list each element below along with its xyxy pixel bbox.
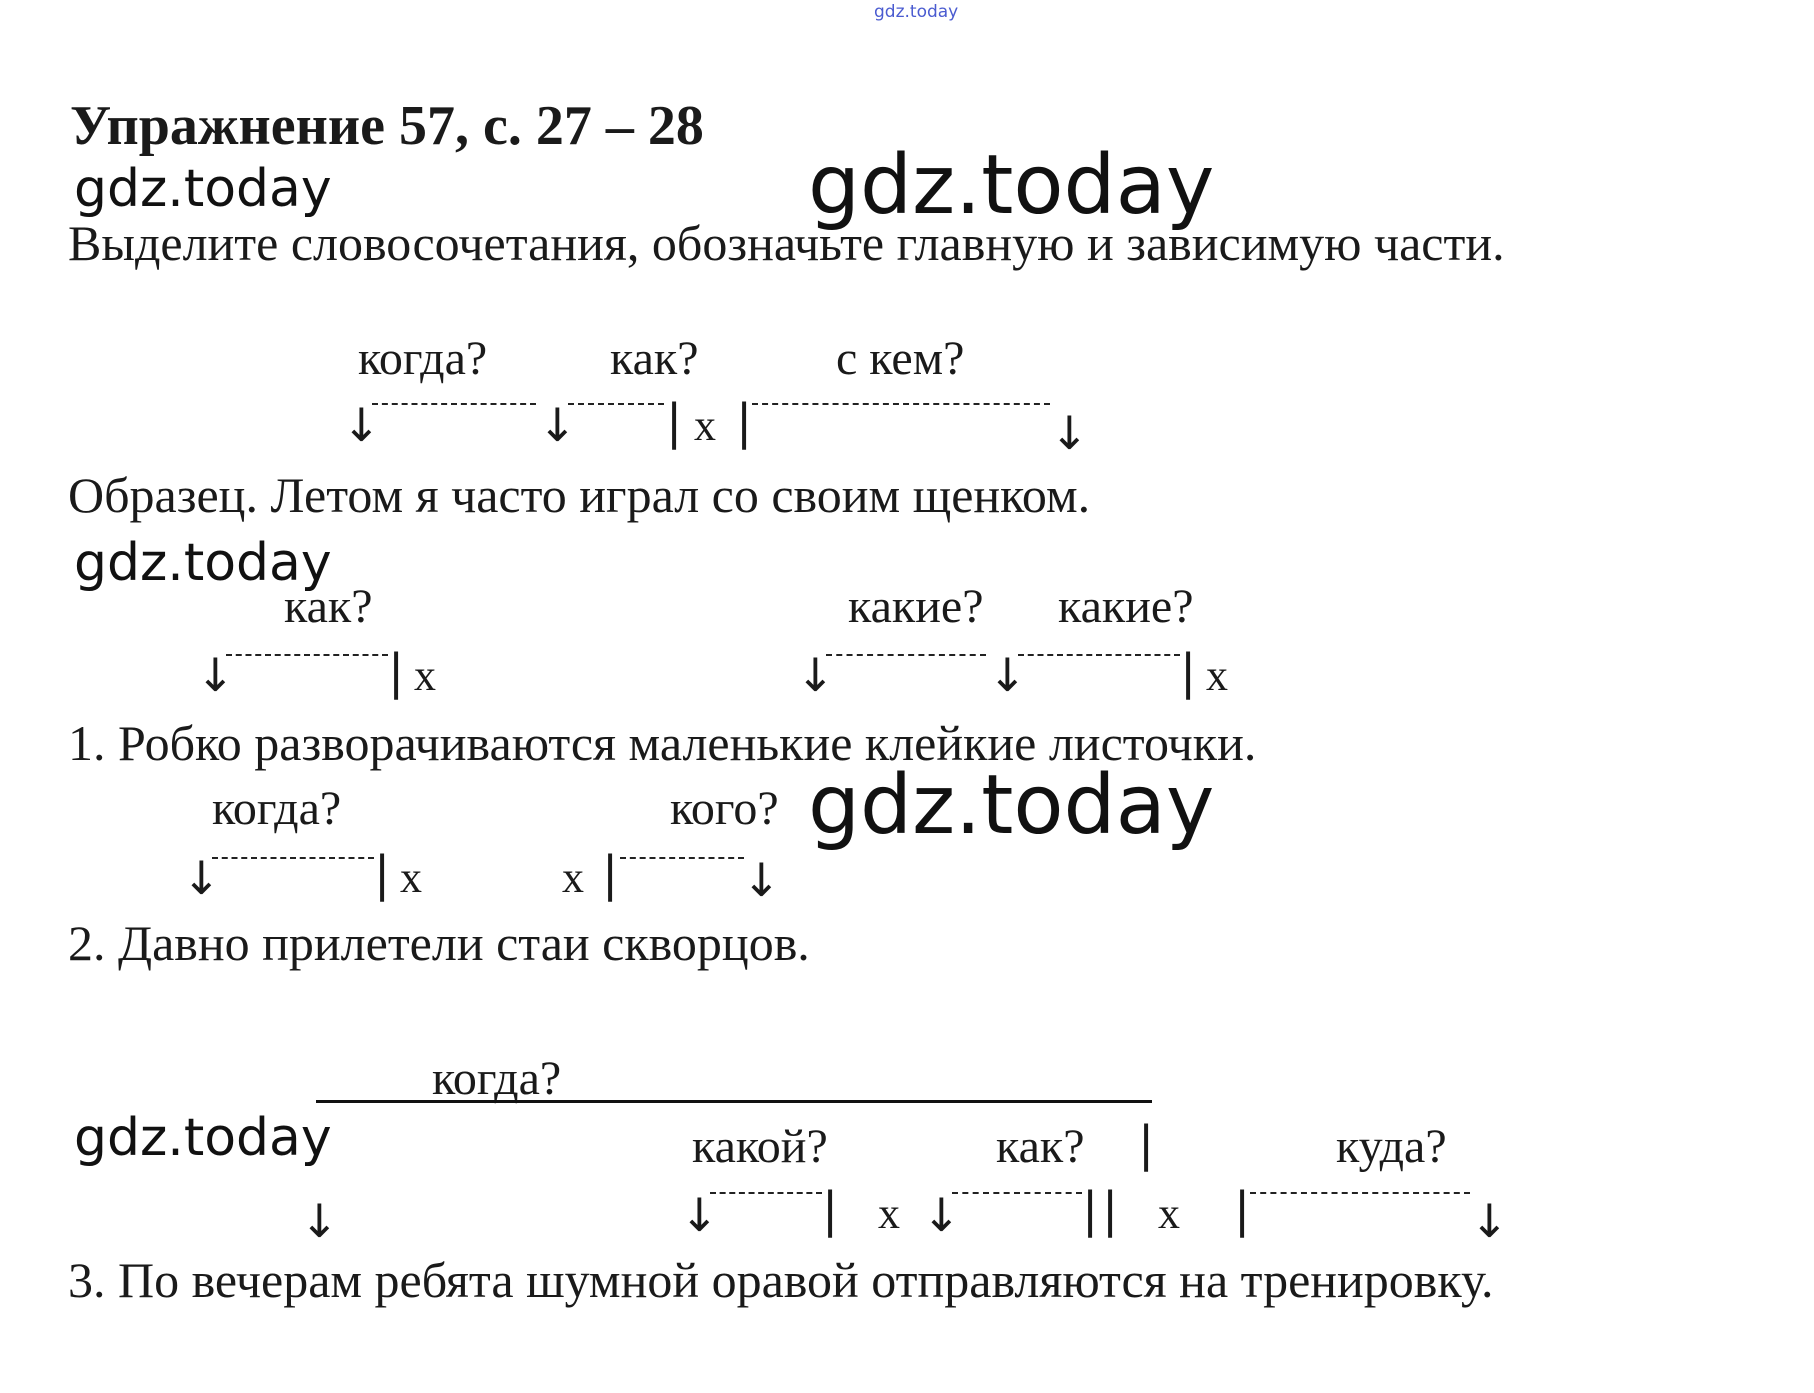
dashed-link	[620, 857, 744, 859]
bar-mark: |	[1102, 1182, 1119, 1238]
question-label: как?	[610, 332, 699, 385]
bar-mark: |	[736, 394, 753, 450]
arrow-icon: ↓	[988, 648, 1027, 702]
dashed-link	[226, 654, 388, 656]
x-mark: x	[400, 853, 422, 902]
question-label: как?	[996, 1120, 1085, 1173]
dashed-link	[372, 403, 536, 405]
sample-sentence: Образец. Летом я часто играл со своим щенком.	[68, 467, 1091, 523]
item-2-sentence: 2. Давно прилетели стаи скворцов.	[68, 915, 810, 971]
watermark-1: gdz.today	[74, 159, 332, 219]
watermark-4: gdz.today	[808, 758, 1215, 853]
question-label: какие?	[848, 580, 984, 633]
task-text: Выделите словосочетания, обозначьте главную и зависимую части.	[68, 215, 1505, 271]
exercise-heading: Упражнение 57, с. 27 – 28	[70, 95, 704, 157]
question-label: куда?	[1336, 1120, 1447, 1173]
x-mark: x	[414, 651, 436, 700]
question-label: когда?	[358, 332, 488, 385]
bar-mark: |	[602, 846, 619, 902]
arrow-icon: ↓	[538, 398, 577, 452]
bar-mark: |	[374, 846, 391, 902]
watermark-5: gdz.today	[74, 1108, 332, 1168]
arrow-icon: ↓	[1050, 406, 1089, 460]
question-label: какие?	[1058, 580, 1194, 633]
x-mark: x	[1158, 1189, 1180, 1238]
bar-mark: |	[1082, 1182, 1099, 1238]
dashed-link	[752, 403, 1050, 405]
question-label: с кем?	[836, 332, 965, 385]
arrow-icon: ↓	[342, 398, 381, 452]
bar-mark: |	[822, 1182, 839, 1238]
top-watermark: gdz.today	[874, 2, 959, 22]
arrow-icon: ↓	[680, 1188, 719, 1242]
dashed-link	[212, 857, 374, 859]
watermark-2: gdz.today	[808, 138, 1215, 233]
arrow-icon: ↓	[1470, 1194, 1509, 1248]
dashed-link	[710, 1192, 822, 1194]
x-mark: x	[562, 853, 584, 902]
arrow-icon: ↓	[182, 851, 221, 905]
question-label: когда?	[432, 1052, 562, 1105]
long-link-line	[316, 1100, 1152, 1103]
dashed-link	[568, 403, 664, 405]
arrow-icon: ↓	[196, 648, 235, 702]
bar-mark: |	[666, 394, 683, 450]
x-mark: x	[878, 1189, 900, 1238]
x-mark: x	[694, 401, 716, 450]
dashed-link	[1250, 1192, 1470, 1194]
dashed-link	[952, 1192, 1082, 1194]
bar-mark: |	[1234, 1182, 1251, 1238]
watermark-3: gdz.today	[74, 533, 332, 593]
arrow-icon: ↓	[922, 1188, 961, 1242]
arrow-icon: ↓	[796, 648, 835, 702]
question-label: кого?	[670, 782, 779, 835]
bar-mark: |	[1180, 644, 1197, 700]
bar-mark: |	[388, 644, 405, 700]
item-1-sentence: 1. Робко разворачиваются маленькие клейкие листочки.	[68, 715, 1257, 771]
question-label: когда?	[212, 782, 342, 835]
question-label: как?	[284, 580, 373, 633]
dashed-link	[826, 654, 986, 656]
arrow-icon: ↓	[300, 1194, 339, 1248]
x-mark: x	[1206, 651, 1228, 700]
bar-mark: |	[1138, 1116, 1155, 1172]
arrow-icon: ↓	[742, 853, 781, 907]
question-label: какой?	[692, 1120, 828, 1173]
item-3-sentence: 3. По вечерам ребята шумной оравой отправляются на тренировку.	[68, 1252, 1494, 1308]
dashed-link	[1018, 654, 1180, 656]
